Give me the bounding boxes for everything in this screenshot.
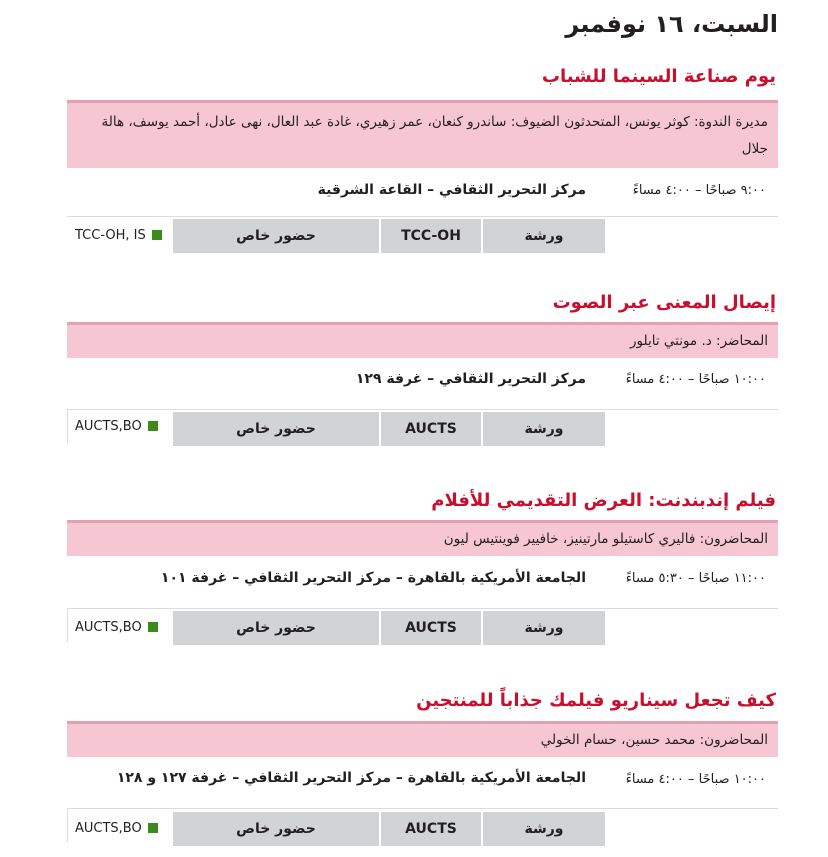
event-location: الجامعة الأمريكية بالقاهرة – مركز التحرير الثقافي – غرفة ١٢٧ و ١٢٨	[116, 770, 586, 786]
event-code: AUCTS	[381, 812, 481, 846]
event-codes-text: AUCTS,BO	[75, 419, 142, 434]
event-type: ورشة	[483, 219, 605, 253]
event-time: ١١:٠٠ صباحًا – ٥:٣٠ مساءً	[625, 571, 766, 586]
event-type: ورشة	[483, 812, 605, 846]
divider	[67, 608, 68, 642]
event-title: إيصال المعنى عبر الصوت	[552, 292, 776, 313]
event-description: المحاضرون: محمد حسين، حسام الخولي	[67, 721, 778, 757]
green-square-icon	[148, 421, 158, 431]
green-square-icon	[148, 622, 158, 632]
event-time: ٩:٠٠ صباحًا – ٤:٠٠ مساءً	[632, 183, 766, 198]
event-description: مديرة الندوة: كوثر يونس، المتحدثون الضيوف: ساندرو كنعان، عمر زهيري، غادة عبد العال، نهى عادل، أحمد يوسف، هالة جلال	[67, 100, 778, 168]
event-codes-text: AUCTS,BO	[75, 821, 142, 836]
event-codes	[75, 410, 158, 444]
event-attendance: حضور خاص	[173, 412, 379, 446]
green-square-icon	[148, 823, 158, 833]
event-codes	[75, 611, 158, 645]
event-attendance: حضور خاص	[173, 219, 379, 253]
event-location: مركز التحرير الثقافي – القاعة الشرقية	[317, 182, 586, 198]
event-code: AUCTS	[381, 611, 481, 645]
event-attendance: حضور خاص	[173, 812, 379, 846]
event-location: الجامعة الأمريكية بالقاهرة – مركز التحرير الثقافي – غرفة ١٠١	[160, 570, 586, 586]
divider	[67, 808, 778, 809]
green-square-icon	[152, 230, 162, 240]
event-attendance: حضور خاص	[173, 611, 379, 645]
event-time: ١٠:٠٠ صباحًا – ٤:٠٠ مساءً	[625, 772, 766, 787]
event-code: AUCTS	[381, 412, 481, 446]
event-code: TCC-OH	[381, 219, 481, 253]
divider	[67, 216, 778, 217]
event-type: ورشة	[483, 412, 605, 446]
divider	[67, 409, 68, 443]
event-description: المحاضرون: فاليري كاستيلو مارتينيز، خافيير فوينتيس ليون	[67, 520, 778, 556]
event-type: ورشة	[483, 611, 605, 645]
divider	[67, 808, 68, 842]
divider	[67, 608, 778, 609]
day-title: السبت، ١٦ نوفمبر	[565, 10, 778, 38]
divider	[67, 409, 778, 410]
event-description: المحاضر: د. مونتي تايلور	[67, 322, 778, 358]
event-title: فيلم إندبندنت: العرض التقديمي للأفلام	[431, 490, 776, 511]
event-codes	[75, 219, 162, 253]
event-codes-text: TCC-OH, IS	[75, 228, 146, 243]
event-codes	[75, 812, 158, 846]
event-location: مركز التحرير الثقافي – غرفة ١٢٩	[355, 371, 586, 387]
event-time: ١٠:٠٠ صباحًا – ٤:٠٠ مساءً	[625, 372, 766, 387]
event-codes-text: AUCTS,BO	[75, 620, 142, 635]
event-title: كيف تجعل سيناريو فيلمك جذاباً للمنتجين	[416, 690, 776, 711]
event-title: يوم صناعة السينما للشباب	[541, 66, 776, 87]
